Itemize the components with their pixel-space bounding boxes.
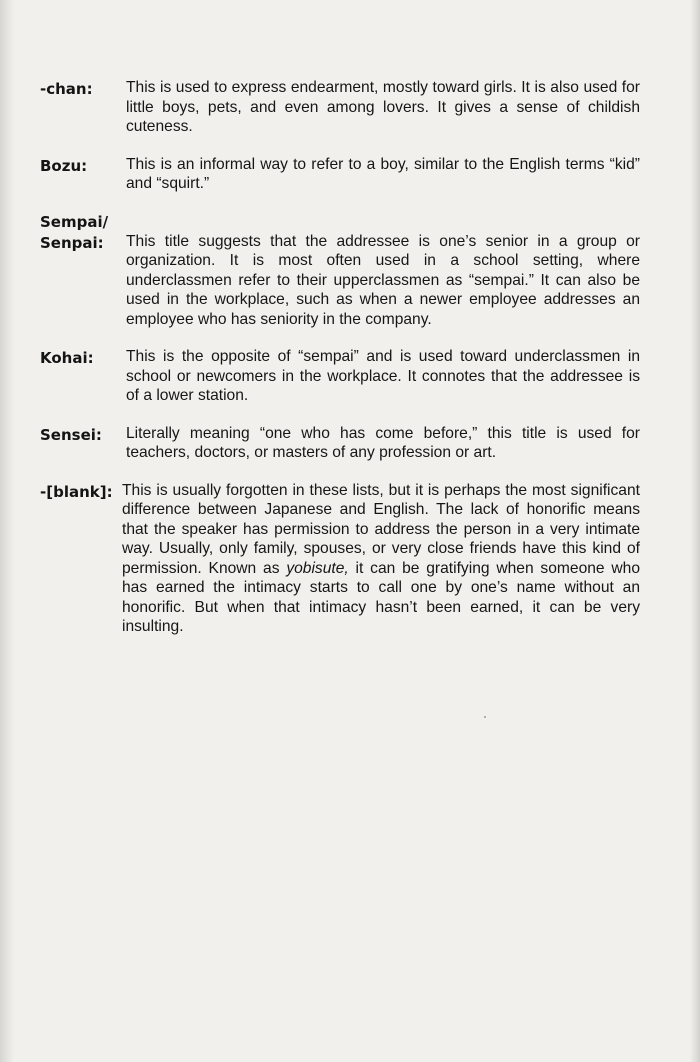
definition-sensei: Literally meaning “one who has come before,” this title is used for teachers, doctors, or masters of any profession or art.	[126, 424, 640, 461]
definition-blank-part1: This is usually forgotten in these lists, but it is perhaps the most significant difference between Japanese and English. The lack of honorific means that the speaker has permission to address the person in a very intimate way. Usually, only family, spouses, or very close friends have this kind of permission. Known as	[122, 481, 640, 577]
term-sensei: Sensei:	[40, 425, 102, 444]
glossary-entry-kohai	[40, 347, 640, 406]
glossary-entry-sensei	[40, 424, 640, 463]
glossary-entry-blank	[40, 481, 640, 637]
definition-blank-part2: it can be gratifying when someone who has earned the intimacy starts to call one by one’s name without an honorific. But when that intimacy hasn’t been earned, it can be very insulting.	[122, 559, 640, 635]
term-blank: -[blank]:	[40, 482, 113, 501]
honorifics-glossary	[40, 78, 640, 655]
definition-blank	[118, 481, 640, 637]
definition-chan: This is used to express endearment, mostly toward girls. It is also used for little boys, pets, and even among lovers. It gives a sense of childish cuteness.	[126, 79, 640, 135]
glossary-entry-senpai	[40, 232, 640, 330]
term-bozu: Bozu:	[40, 156, 88, 175]
term-chan: -chan:	[40, 80, 93, 98]
definition-kohai: This is the opposite of “sempai” and is used toward underclassmen in school or newcomers in the workplace. It connotes that the addressee is of a lower station.	[126, 348, 640, 404]
term-sempai: Sempai/	[40, 212, 109, 231]
glossary-entry-chan	[40, 78, 640, 137]
definition-bozu: This is an informal way to refer to a boy, similar to the English terms “kid” and “squirt.”	[126, 155, 640, 192]
term-senpai: Senpai:	[40, 233, 104, 252]
definition-blank-italic: yobisute,	[286, 559, 349, 577]
paper-speck	[484, 716, 486, 718]
definition-senpai: This title suggests that the addressee is one’s senior in a group or organization. It is most often used in a school setting, where underclassmen refer to their upperclassmen as “sempai.” It can also be used in the workplace, such as when a newer employee addresses an employee who has seniority in the company.	[126, 232, 640, 328]
term-kohai: Kohai:	[40, 349, 94, 367]
glossary-entry-bozu	[40, 155, 640, 194]
